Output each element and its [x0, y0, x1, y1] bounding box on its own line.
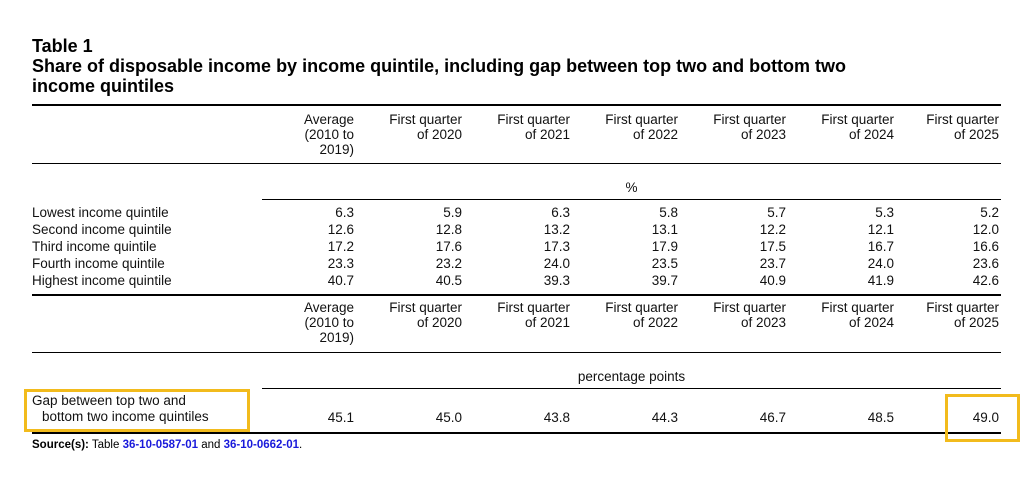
gap-row-label: Gap between top two and bottom two income quintiles	[32, 393, 209, 424]
row-label: Lowest income quintile	[32, 205, 169, 220]
source-text-mid: and	[198, 439, 224, 451]
table-cell: 5.7	[767, 205, 786, 220]
row-label: Third income quintile	[32, 239, 157, 254]
unit-rule-1	[262, 199, 1001, 200]
header-rule-2	[32, 352, 1001, 353]
row-label: Second income quintile	[32, 222, 172, 237]
col-header-2023: First quarter of 2023	[713, 300, 786, 330]
table-cell: 17.3	[543, 239, 570, 254]
table-cell: 17.5	[759, 239, 786, 254]
unit-percentage-points: percentage points	[577, 369, 686, 384]
table-cell: 6.3	[335, 205, 354, 220]
table-cell: 40.5	[435, 273, 462, 288]
table-title-line-2: income quintiles	[32, 76, 175, 96]
col-header-average: Average (2010 to 2019)	[303, 112, 354, 157]
unit-percent: %	[625, 180, 638, 195]
table-cell: 16.7	[867, 239, 894, 254]
table-cell: 12.1	[867, 222, 894, 237]
col-header-2025: First quarter of 2025	[926, 112, 999, 142]
row-label: Fourth income quintile	[32, 256, 165, 271]
col-header-2020: First quarter of 2020	[389, 112, 462, 142]
table-cell: 12.2	[759, 222, 786, 237]
table-cell: 17.6	[435, 239, 462, 254]
col-header-2024: First quarter of 2024	[821, 112, 894, 142]
table-cell: 24.0	[543, 256, 570, 271]
table-cell: 40.9	[759, 273, 786, 288]
gap-cell: 45.0	[435, 410, 462, 425]
table-cell: 23.5	[651, 256, 678, 271]
table-cell: 5.9	[443, 205, 462, 220]
table-cell: 23.6	[972, 256, 999, 271]
col-header-2023: First quarter of 2023	[713, 112, 786, 142]
table-cell: 17.2	[327, 239, 354, 254]
table-cell: 12.6	[327, 222, 354, 237]
table-cell: 39.3	[543, 273, 570, 288]
header-rule-1	[32, 163, 1001, 164]
gap-cell: 45.1	[327, 410, 354, 425]
col-header-2022: First quarter of 2022	[605, 300, 678, 330]
table-cell: 39.7	[651, 273, 678, 288]
table-cell: 5.3	[875, 205, 894, 220]
col-header-average: Average (2010 to 2019)	[303, 300, 354, 345]
table-cell: 40.7	[327, 273, 354, 288]
highlight-box-gap-label	[24, 389, 250, 432]
row-label: Highest income quintile	[32, 273, 172, 288]
col-header-2021: First quarter of 2021	[497, 300, 570, 330]
table-cell: 24.0	[867, 256, 894, 271]
table-cell: 23.7	[759, 256, 786, 271]
source-note	[32, 438, 302, 452]
table-cell: 13.2	[543, 222, 570, 237]
col-header-2025: First quarter of 2025	[926, 300, 999, 330]
gap-cell: 48.5	[867, 410, 894, 425]
table-cell: 12.0	[972, 222, 999, 237]
unit-rule-2	[262, 388, 1001, 389]
gap-cell: 49.0	[972, 410, 999, 425]
table-title-block	[32, 36, 992, 96]
table-cell: 5.2	[980, 205, 999, 220]
source-label: Source(s):	[32, 439, 89, 451]
data-bottom-rule	[32, 294, 1001, 296]
table-cell: 41.9	[867, 273, 894, 288]
table-cell: 42.6	[972, 273, 999, 288]
table-top-rule	[32, 104, 1001, 106]
table-cell: 13.1	[651, 222, 678, 237]
table-number: Table 1	[32, 36, 93, 56]
source-text-after: .	[299, 439, 303, 451]
table-cell: 16.6	[972, 239, 999, 254]
table-cell: 12.8	[435, 222, 462, 237]
table-cell: 6.3	[551, 205, 570, 220]
table-cell: 17.9	[651, 239, 678, 254]
gap-cell: 46.7	[759, 410, 786, 425]
source-link-2[interactable]: 36-10-0662-01	[223, 439, 300, 451]
gap-cell: 44.3	[651, 410, 678, 425]
col-header-2021: First quarter of 2021	[497, 112, 570, 142]
table-bottom-rule	[32, 432, 1001, 434]
col-header-2022: First quarter of 2022	[605, 112, 678, 142]
table-cell: 23.2	[435, 256, 462, 271]
table-cell: 23.3	[327, 256, 354, 271]
source-link-1[interactable]: 36-10-0587-01	[122, 439, 199, 451]
col-header-2020: First quarter of 2020	[389, 300, 462, 330]
highlight-box-gap-2025	[945, 394, 1020, 442]
source-text-before: Table	[91, 439, 123, 451]
table-cell: 5.8	[659, 205, 678, 220]
col-header-2024: First quarter of 2024	[821, 300, 894, 330]
table-title-line-1: Share of disposable income by income quintile, including gap between top two and bottom two	[32, 56, 847, 76]
gap-cell: 43.8	[543, 410, 570, 425]
